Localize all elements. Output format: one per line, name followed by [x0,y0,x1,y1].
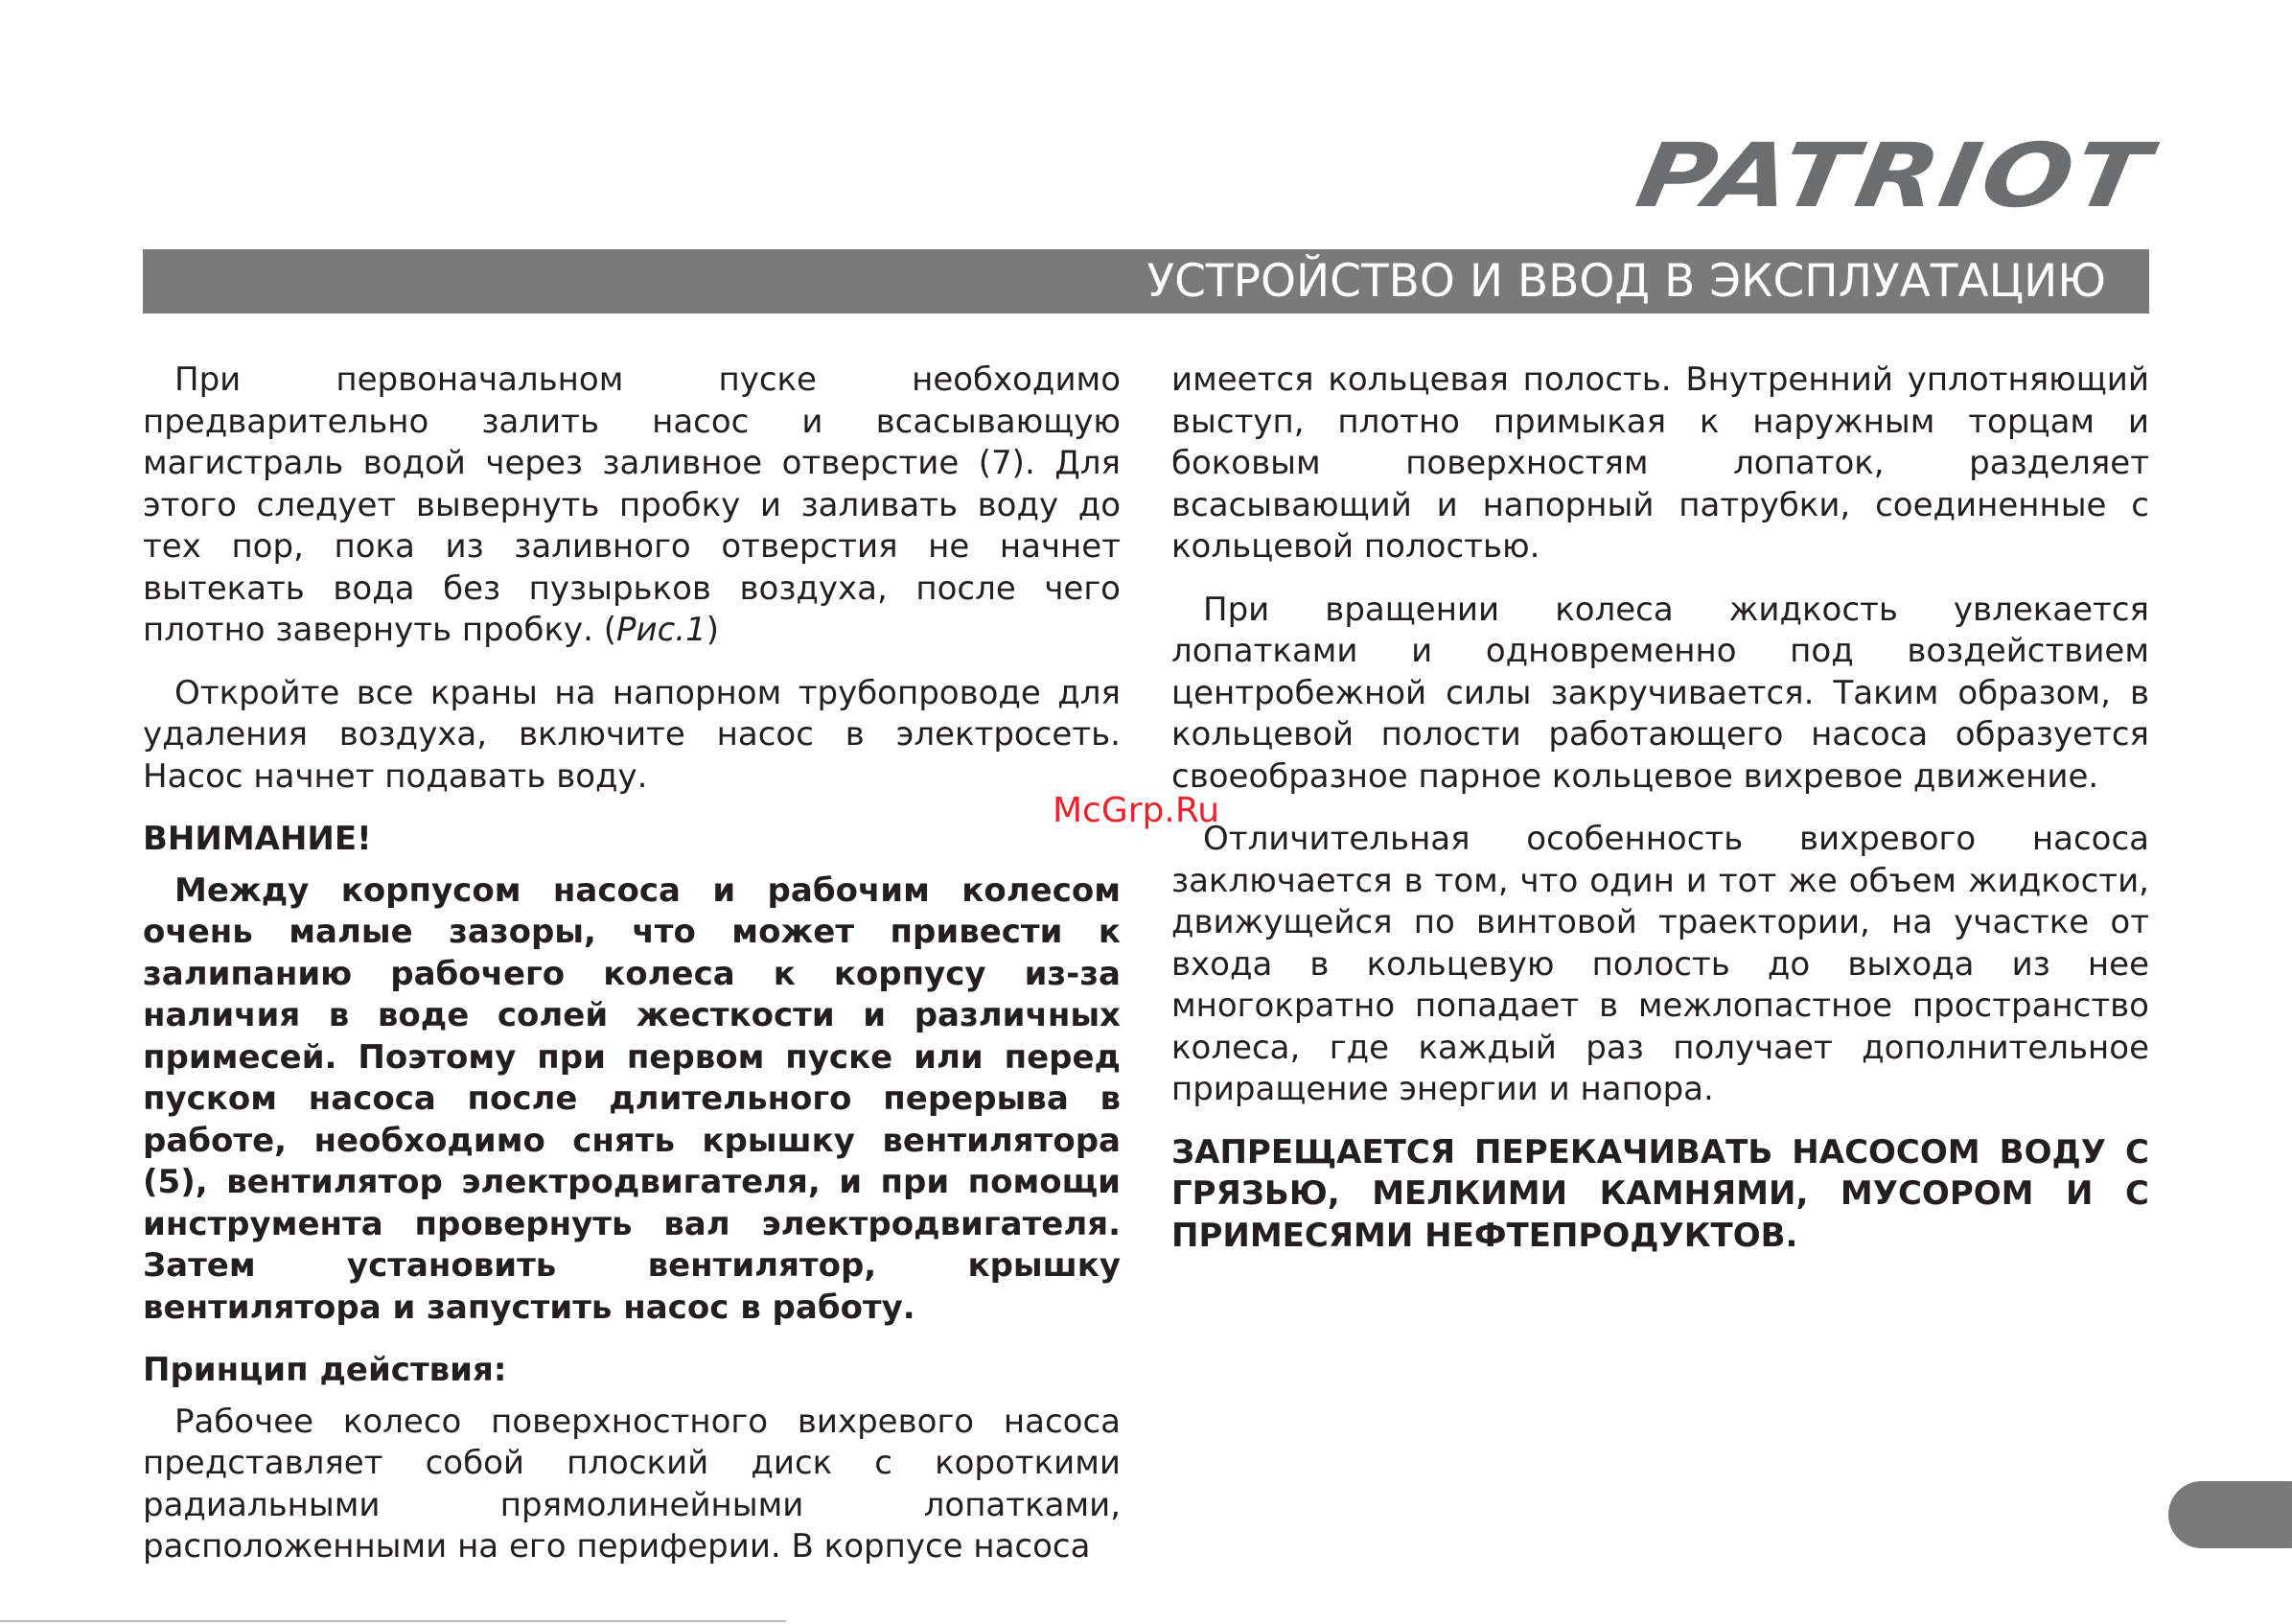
watermark: McGrp.Ru [1053,791,1220,830]
annular-cavity-paragraph: имеется кольцевая полость. Внутренний уплотняющий выступ, плотно примыкая к наружным торцам и боковым поверхностям лопаток, разделяет всасывающий и напорный патрубки, соединенные с кольцевой полостью. [1171,360,2149,566]
section-title: УСТРОЙСТВО И ВВОД В ЭКСПЛУАТАЦИЮ [1146,255,2106,308]
intro-paragraph [143,360,1121,652]
warning-paragraph: Между корпусом насоса и рабочим колесом очень малые зазоры, что может привести к залипанию рабочего колеса к корпусу из-за наличия в воде солей жесткости и различных примесей. Поэтому при первом пуске или перед пуском насоса после длительного перерыва в работе, необходимо снять крышку вентилятора (5), вентилятор электродвигателя, и при помощи инструмента провернуть вал электродвигателя. Затем установить вентилятор, крышку вентилятора и запустить насос в работу. [143,870,1121,1327]
intro-close: ) [706,611,719,649]
principle-paragraph: Рабочее колесо поверхностного вихревого насоса представляет собой плоский диск с короткими радиальными прямолинейными лопатками, расположенными на его периферии. В корпусе насоса [143,1402,1121,1566]
patriot-logo: PATRIOT [1629,125,2159,227]
principle-heading: Принцип действия: [143,1351,507,1389]
section-header-bar [143,249,2149,313]
figure-reference: Рис.1 [615,611,706,649]
footer-divider [0,1620,786,1622]
left-column [143,360,1121,1568]
warning-heading: ВНИМАНИЕ! [143,820,372,858]
open-valves-paragraph: Откройте все краны на напорном трубопроводе для удаления воздуха, включите насос в электросеть. Насос начнет подавать воду. [143,673,1121,796]
rotation-paragraph: При вращении колеса жидкость увлекается лопатками и одновременно под воздействием центробежной силы закручивается. Таким образом, в кольцевой полости работающего насоса образуется своеобразное парное кольцевое вихревое движение. [1171,590,2149,796]
right-column [1171,360,2149,1278]
page-number-tab [2168,1481,2292,1548]
intro-text: При первоначальном пуске необходимо предварительно залить насос и всасывающую магистраль водой через заливное отверстие (7). Для этого следует вывернуть пробку и заливать воду до тех пор, пока из заливного отверстия не начнет вытекать вода без пузырьков воздуха, после чего плотно завернуть пробку. ( [143,360,1121,649]
prohibition-notice: ЗАПРЕЩАЕТСЯ ПЕРЕКАЧИВАТЬ НАСОСОМ ВОДУ С ГРЯЗЬЮ, МЕЛКИМИ КАМНЯМИ, МУСОРОМ И С ПРИМЕСЯМИ НЕФТЕПРОДУКТОВ. [1171,1132,2149,1255]
distinctive-feature-paragraph: Отличительная особенность вихревого насоса заключается в том, что один и тот же объем жидкости, движущейся по винтовой траектории, на участке от входа в кольцевую полость до выхода из нее многократно попадает в межлопастное пространство колеса, где каждый раз получает дополнительное приращение энергии и напора. [1171,820,2149,1108]
